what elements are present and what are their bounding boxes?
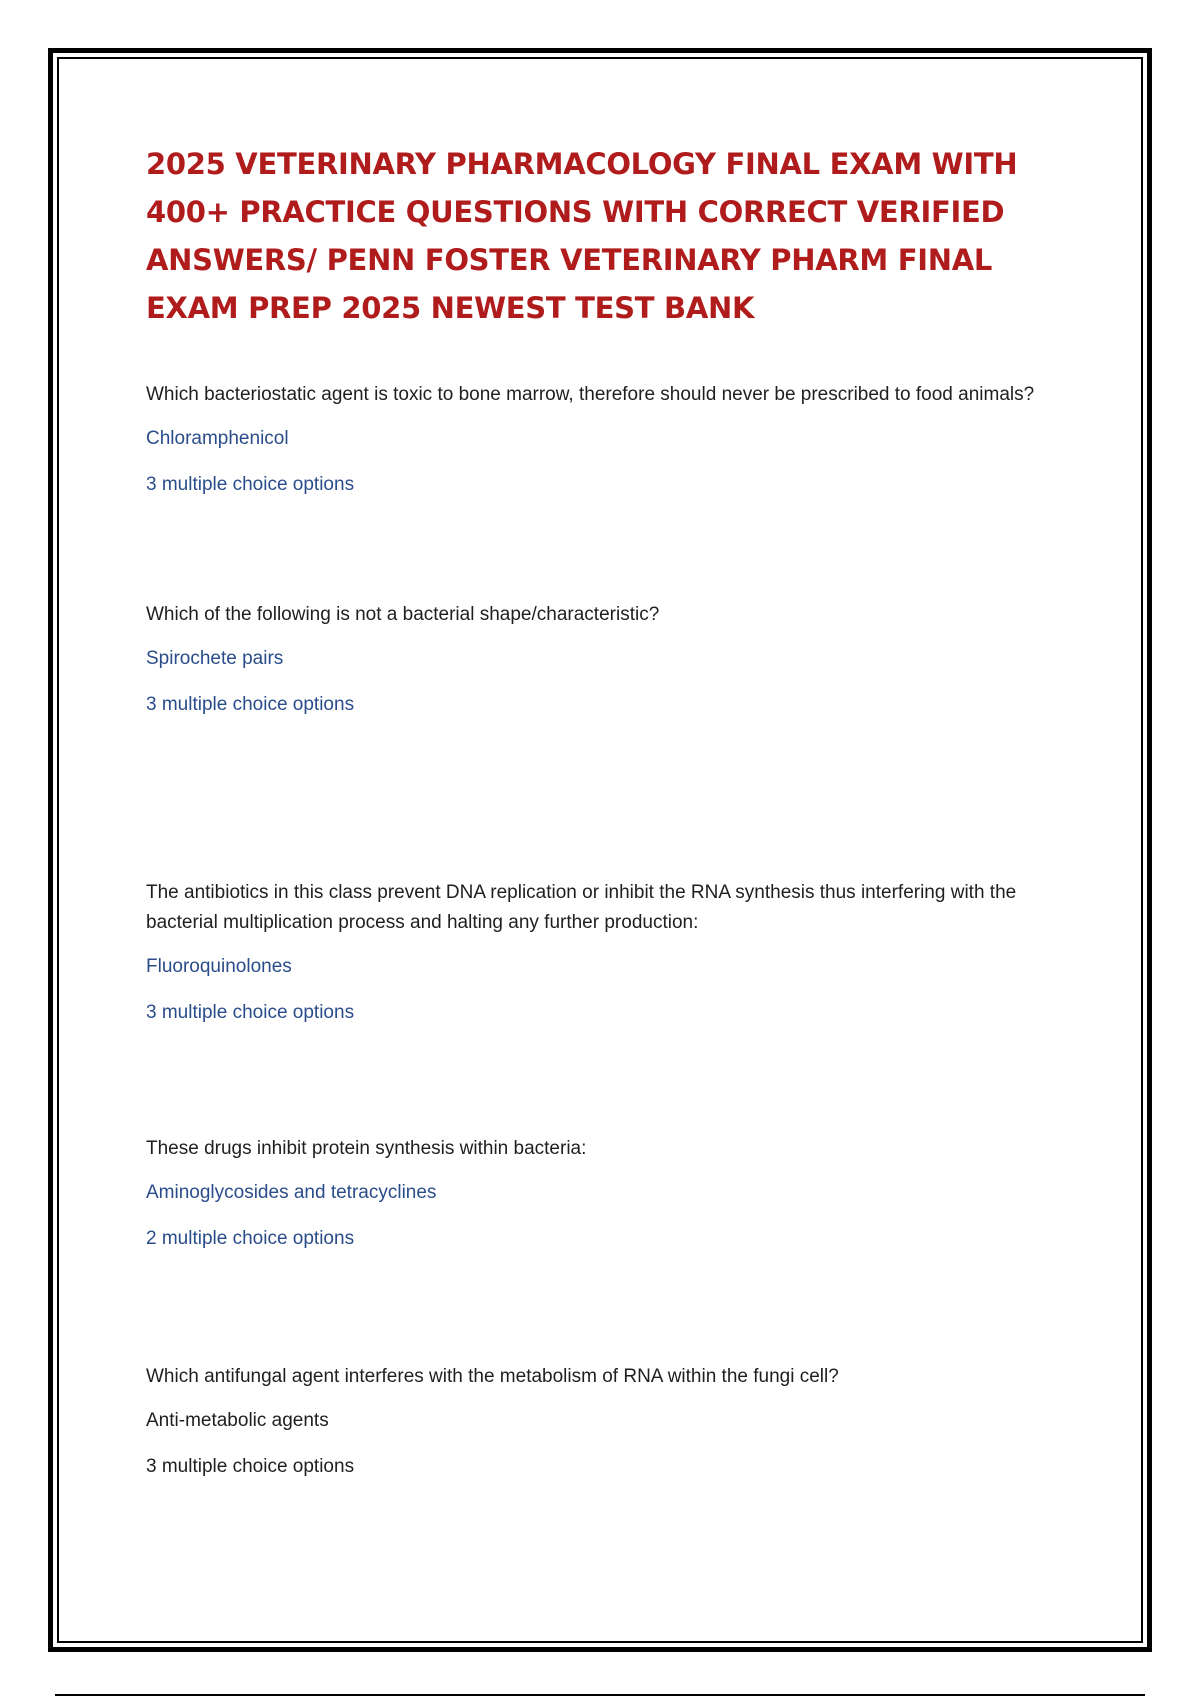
question-text: Which of the following is not a bacterial shape/characteristic? [146,604,660,625]
answer-text: Fluoroquinolones [146,956,292,977]
options-note: 3 multiple choice options [146,1002,355,1023]
answer-text: Anti-metabolic agents [146,1410,329,1431]
question-item [146,1134,1066,1254]
question-item [146,600,1066,720]
question-text: These drugs inhibit protein synthesis within bacteria: [146,1138,587,1159]
question-item [146,380,1066,500]
footer-divider [55,1694,1145,1696]
question-text: Which antifungal agent interferes with the metabolism of RNA within the fungi cell? [146,1366,839,1387]
answer-text: Spirochete pairs [146,648,284,669]
options-note: 3 multiple choice options [146,694,355,715]
question-item [146,878,1066,1028]
question-item [146,1362,1066,1482]
answer-text: Aminoglycosides and tetracyclines [146,1182,437,1203]
options-note: 3 multiple choice options [146,1456,355,1477]
answer-text: Chloramphenicol [146,428,289,449]
question-text: The antibiotics in this class prevent DNA replication or inhibit the RNA synthesis thus interfering with the bacterial multiplication process and halting any further production: [146,882,1017,933]
options-note: 2 multiple choice options [146,1228,355,1249]
document-title: 2025 VETERINARY PHARMACOLOGY FINAL EXAM WITH 400+ PRACTICE QUESTIONS WITH CORRECT VERIFIED ANSWERS/ PENN FOSTER VETERINARY PHARM FINAL EXAM PREP 2025 NEWEST TEST BANK [146,147,1018,325]
question-text: Which bacteriostatic agent is toxic to bone marrow, therefore should never be prescribed to food animals? [146,384,1035,405]
options-note: 3 multiple choice options [146,474,355,495]
document-body [146,140,1066,1482]
question-list [146,380,1066,1482]
